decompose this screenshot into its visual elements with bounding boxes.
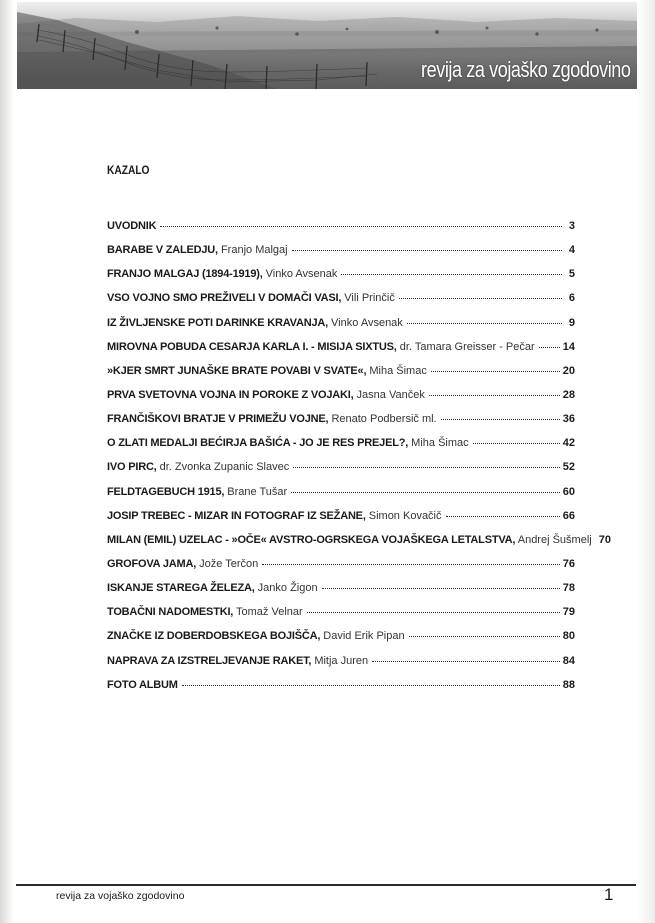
toc-entry-label xyxy=(107,582,318,594)
toc-entry-label xyxy=(107,461,289,473)
toc-entry-title: IVO PIRC, xyxy=(107,461,157,474)
toc-entry-label xyxy=(107,510,442,522)
toc-entry-page: 5 xyxy=(568,268,575,281)
toc-entry-author: Jože Terčon xyxy=(199,557,259,570)
toc-entry-page: 66 xyxy=(562,509,575,522)
toc-entry-label xyxy=(107,341,535,353)
dot-leader xyxy=(372,660,560,662)
toc-entry-title: FELDTAGEBUCH 1915, xyxy=(107,485,225,498)
dot-leader xyxy=(341,273,562,275)
toc-entry-label xyxy=(107,413,437,425)
toc-entry xyxy=(107,220,575,244)
page-gutter-shadow xyxy=(0,0,14,923)
toc-entry-title: ZNAČKE IZ DOBERDOBSKEGA BOJIŠČA, xyxy=(107,630,321,643)
toc-entry-author: Mitja Juren xyxy=(314,654,369,667)
toc-entry-page: 9 xyxy=(568,316,575,329)
toc-entry-title: O ZLATI MEDALJI BEĆIRJA BAŠIĆA - JO JE RES PREJEL?, xyxy=(107,437,409,450)
toc-entry-page: 80 xyxy=(562,630,575,643)
toc-entry-page: 20 xyxy=(562,364,575,377)
dot-leader xyxy=(160,225,562,227)
toc-entry-label xyxy=(107,437,469,449)
toc-entry-label xyxy=(107,389,425,401)
dot-leader xyxy=(293,466,560,468)
toc-entry-page: 79 xyxy=(562,606,575,619)
toc-entry-label xyxy=(107,558,258,570)
toc-entry-label xyxy=(107,365,427,377)
toc-entry-label xyxy=(107,655,368,667)
toc-entry-page: 6 xyxy=(568,292,575,305)
toc-entry-label xyxy=(107,244,288,256)
toc-entry xyxy=(107,317,575,341)
toc-entry-title: MILAN (EMIL) UZELAC - »OČE« AVSTRO-OGRSKEGA VOJAŠKEGA LETALSTVA, xyxy=(107,533,516,546)
footer-journal-title: revija za vojaško zgodovino xyxy=(56,890,185,902)
dot-leader xyxy=(182,684,560,686)
toc-entry-title: FRANJO MALGAJ (1894-1919), xyxy=(107,268,263,281)
toc-entry-author: Vinko Avsenak xyxy=(331,316,403,329)
toc-entry xyxy=(107,292,575,316)
dot-leader xyxy=(407,322,562,324)
toc-entry-page: 4 xyxy=(568,244,575,257)
dot-leader xyxy=(539,346,560,348)
toc-entry xyxy=(107,533,611,558)
dot-leader xyxy=(291,491,560,493)
toc-entry-page: 60 xyxy=(562,485,575,498)
toc-entry-author: dr. Zvonka Zupanic Slavec xyxy=(159,461,290,474)
toc-entry-page: 78 xyxy=(562,582,575,595)
toc-heading: KAZALO xyxy=(107,163,150,177)
toc-entry-page: 84 xyxy=(562,654,575,667)
toc-entry-author: Vili Prinčič xyxy=(344,292,395,305)
toc-entry-title: PRVA SVETOVNA VOJNA IN POROKE Z VOJAKI, xyxy=(107,388,354,401)
dot-leader xyxy=(446,515,560,517)
toc-entry-label xyxy=(107,534,592,546)
toc-entry xyxy=(107,437,575,461)
toc-entry xyxy=(107,341,575,365)
toc-entry-page: 88 xyxy=(562,678,575,691)
toc-entry-title: UVODNIK xyxy=(107,220,157,232)
toc-entry-title: FOTO ALBUM xyxy=(107,678,178,691)
toc-entry-title: VSO VOJNO SMO PREŽIVELI V DOMAČI VASI, xyxy=(107,292,342,305)
toc-entry-title: GROFOVA JAMA, xyxy=(107,557,197,570)
dot-leader xyxy=(262,563,560,565)
toc-entry-label xyxy=(107,606,303,618)
toc-entry-page: 14 xyxy=(562,340,575,353)
toc-entry xyxy=(107,461,575,485)
toc-entry-title: FRANČIŠKOVI BRATJE V PRIMEŽU VOJNE, xyxy=(107,413,329,426)
table-of-contents xyxy=(107,220,611,703)
toc-entry xyxy=(107,655,575,679)
dot-leader xyxy=(322,587,560,589)
dot-leader xyxy=(429,394,560,396)
toc-entry-title: TOBAČNI NADOMESTKI, xyxy=(107,606,234,619)
toc-entry-author: Brane Tušar xyxy=(227,485,288,498)
toc-entry-label xyxy=(107,486,287,498)
toc-entry xyxy=(107,606,575,630)
dot-leader xyxy=(292,249,562,251)
dot-leader xyxy=(473,442,560,444)
toc-entry-title: »KJER SMRT JUNAŠKE BRATE POVABI V SVATE«, xyxy=(107,364,367,377)
dot-leader xyxy=(307,611,560,613)
toc-entry-page: 36 xyxy=(562,413,575,426)
toc-entry xyxy=(107,365,575,389)
toc-entry-author: Janko Žigon xyxy=(257,582,318,595)
toc-entry xyxy=(107,268,575,292)
toc-entry-author: Miha Šimac xyxy=(411,437,469,450)
toc-entry-page: 70 xyxy=(598,533,611,546)
toc-entry-title: NAPRAVA ZA IZSTRELJEVANJE RAKET, xyxy=(107,654,312,667)
toc-entry xyxy=(107,679,575,703)
toc-entry-title: JOSIP TREBEC - MIZAR IN FOTOGRAF IZ SEŽANE, xyxy=(107,509,366,522)
toc-entry-title: BARABE V ZALEDJU, xyxy=(107,244,218,257)
dot-leader xyxy=(441,418,560,420)
dot-leader xyxy=(409,635,560,637)
toc-entry-author: Renato Podbersič ml. xyxy=(331,413,437,426)
toc-entry-label xyxy=(107,268,337,280)
toc-entry-label xyxy=(107,630,405,642)
toc-entry-author: David Erik Pipan xyxy=(323,630,405,643)
toc-entry-label xyxy=(107,317,403,329)
toc-entry-author: Andrej Šušmelj xyxy=(517,533,592,546)
toc-entry-label xyxy=(107,220,156,232)
header-banner-photo xyxy=(17,2,637,89)
toc-entry xyxy=(107,510,575,534)
toc-entry-title: IZ ŽIVLJENSKE POTI DARINKE KRAVANJA, xyxy=(107,316,328,329)
toc-entry-page: 42 xyxy=(562,437,575,450)
toc-entry-page: 52 xyxy=(562,461,575,474)
toc-entry-author: dr. Tamara Greisser - Pečar xyxy=(399,340,535,353)
toc-entry xyxy=(107,413,575,437)
toc-entry-title: ISKANJE STAREGA ŽELEZA, xyxy=(107,582,255,595)
toc-entry-label xyxy=(107,679,178,691)
toc-entry xyxy=(107,244,575,268)
toc-entry xyxy=(107,558,575,582)
toc-entry-author: Franjo Malgaj xyxy=(220,244,288,257)
dot-leader xyxy=(431,370,560,372)
toc-entry-label xyxy=(107,292,395,304)
toc-entry-title: MIROVNA POBUDA CESARJA KARLA I. - MISIJA SIXTUS, xyxy=(107,340,397,353)
toc-entry-author: Vinko Avsenak xyxy=(265,268,338,281)
toc-entry xyxy=(107,486,575,510)
journal-title-banner: revija za vojaško zgodovino xyxy=(421,57,631,82)
page-number: 1 xyxy=(604,885,614,904)
toc-entry-page: 28 xyxy=(562,388,575,401)
toc-entry-author: Miha Šimac xyxy=(369,364,427,377)
dot-leader xyxy=(399,297,562,299)
toc-entry xyxy=(107,582,575,606)
footer-divider xyxy=(16,884,636,886)
toc-entry-author: Tomaž Velnar xyxy=(236,606,303,619)
toc-entry-author: Simon Kovačič xyxy=(368,509,442,522)
toc-entry xyxy=(107,389,575,413)
toc-entry xyxy=(107,630,575,654)
page-edge xyxy=(637,0,655,923)
toc-entry-author: Jasna Vanček xyxy=(356,388,425,401)
toc-entry-page: 76 xyxy=(562,557,575,570)
toc-entry-page: 3 xyxy=(568,220,575,232)
